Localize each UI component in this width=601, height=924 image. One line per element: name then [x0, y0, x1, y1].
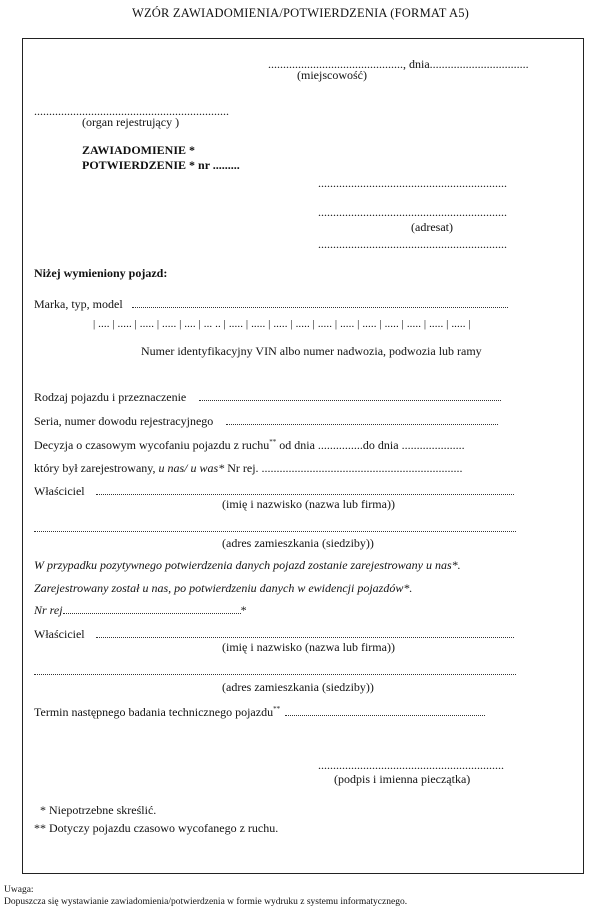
decision-dates: od dnia ...............do dnia .....................: [276, 438, 465, 452]
nr-rej-label: Nr rej: [34, 603, 63, 617]
type-row: [34, 390, 501, 405]
owner2-label: Właściciel: [34, 627, 85, 641]
note-1: * Niepotrzebne skreślić.: [40, 803, 157, 817]
reg-doc-dotted-line: [226, 415, 498, 425]
footer-text: Dopuszcza się wystawianie zawiadomienia/potwierdzenia w formie wydruku z systemu informatycznego.: [4, 897, 408, 907]
owner-address-caption: (adres zamieszkania (siedziby)): [222, 536, 374, 550]
inspection-dotted-line: [285, 706, 485, 716]
make-label: Marka, typ, model: [34, 297, 123, 311]
nr-rej-star: *: [240, 603, 247, 617]
owner2-address-dotted-line: [34, 665, 516, 675]
owner2-dotted-line: [96, 628, 514, 638]
owner2-address-caption: (adres zamieszkania (siedziby)): [222, 680, 374, 694]
owner2-address-row: [34, 664, 516, 679]
owner-label: Właściciel: [34, 484, 85, 498]
make-row: [34, 297, 508, 312]
address-line-2: ...............................................................: [318, 205, 507, 219]
vin-boxes: | .... | ..... | ..... | ..... | .... | ... .. | ..... | ..... | ..... | ..... | ..... | ..... | ..... | ..... | ..... | ..... | ..... |: [93, 318, 471, 330]
inspection-sup: **: [273, 705, 281, 713]
reg-doc-row: [34, 414, 498, 429]
document-title: WZÓR ZAWIADOMIENIA/POTWIERDZENIA (FORMAT A5): [131, 6, 470, 20]
signature-caption: (podpis i imienna pieczątka): [334, 772, 471, 786]
registered-italic: u nas/ u was*: [158, 461, 225, 475]
address-line-1: ...............................................................: [318, 176, 507, 190]
owner-caption: (imię i nazwisko (nazwa lub firma)): [222, 497, 395, 511]
inspection-label: Termin następnego badania technicznego pojazdu: [34, 705, 274, 719]
decision-row: [34, 438, 465, 453]
address-label: (adresat): [411, 220, 453, 234]
registered-prefix: który był zarejestrowany,: [34, 461, 159, 475]
registered-text: Zarejestrowany został u nas, po potwierdzeniu danych w ewidencji pojazdów*.: [34, 581, 413, 595]
footer-label: Uwaga:: [4, 885, 34, 895]
reg-doc-label: Seria, numer dowodu rejestracyjnego: [34, 414, 214, 428]
nr-rej-dotted-line: [63, 604, 241, 614]
place-date-line: ............................................., dnia.................................: [268, 57, 529, 71]
vehicle-heading: Niżej wymieniony pojazd:: [34, 266, 168, 280]
nr-rej-row: [34, 603, 247, 618]
place-label: (miejscowość): [297, 68, 367, 82]
type-dotted-line: [199, 391, 501, 401]
positive-text: W przypadku pozytywnego potwierdzenia danych pojazd zostanie zarejestrowany u nas*.: [34, 558, 461, 572]
registered-row: [34, 461, 463, 476]
notice-heading: ZAWIADOMIENIE *: [82, 143, 196, 157]
vin-caption: Numer identyfikacyjny VIN albo numer nadwozia, podwozia lub ramy: [141, 344, 482, 358]
registered-suffix: Nr rej. ...................................................................: [224, 461, 463, 475]
confirm-heading: POTWIERDZENIE * nr .........: [82, 158, 240, 172]
signature-line: ..............................................................: [318, 758, 504, 772]
note-2-text: Dotyczy pojazdu czasowo wycofanego z ruchu.: [46, 821, 279, 835]
owner-dotted-line: [96, 485, 514, 495]
address-line-3: ...............................................................: [318, 237, 507, 251]
make-dotted-line: [132, 298, 508, 308]
decision-sup: **: [269, 438, 277, 446]
owner-address-dotted-line: [34, 522, 516, 532]
decision-label: Decyzja o czasowym wycofaniu pojazdu z ruchu: [34, 438, 270, 452]
note-2: [34, 821, 278, 836]
inspection-row: [34, 705, 485, 720]
organ-line: .................................................................: [34, 104, 229, 118]
note-2-mark: **: [34, 821, 46, 835]
organ-label: (organ rejestrujący ): [82, 115, 180, 129]
type-label: Rodzaj pojazdu i przeznaczenie: [34, 390, 187, 404]
owner-address-row: [34, 521, 516, 536]
owner2-caption: (imię i nazwisko (nazwa lub firma)): [222, 640, 395, 654]
